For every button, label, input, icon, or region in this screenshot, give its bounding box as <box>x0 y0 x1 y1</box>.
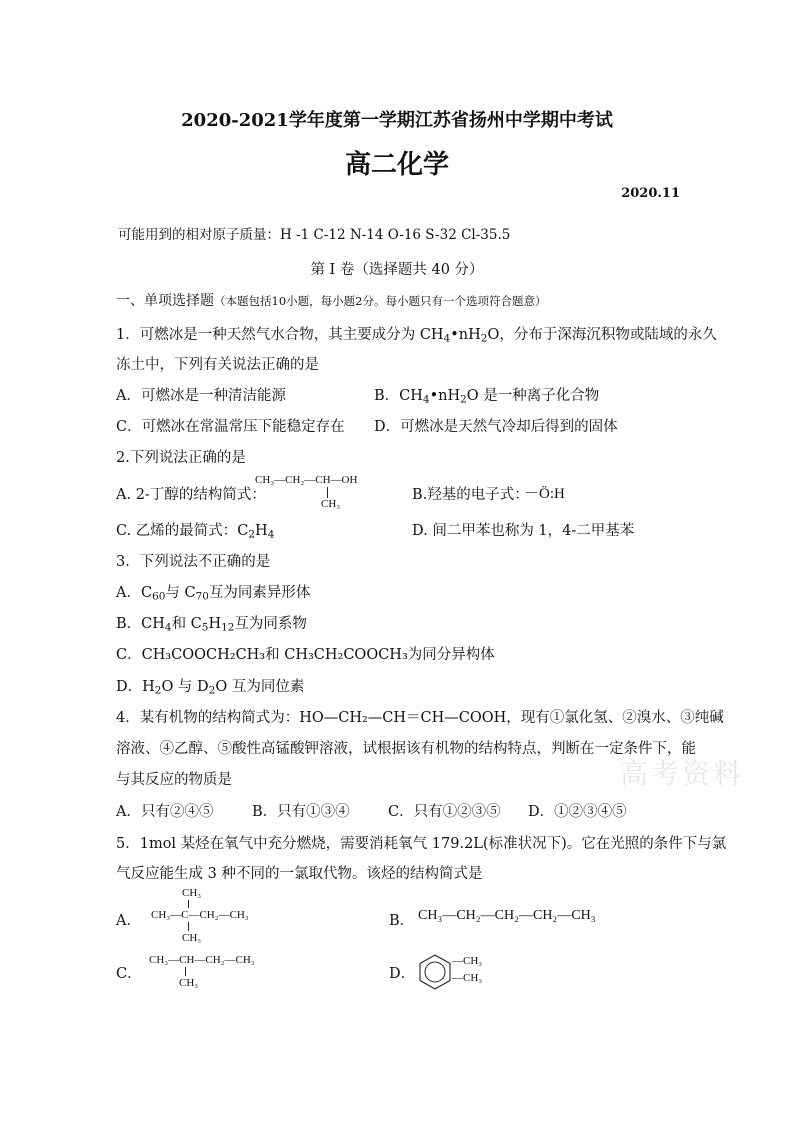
q3-option-a <box>116 581 310 602</box>
q3-b-part: 互为同系物 <box>234 616 307 632</box>
exam-date: 2020.11 <box>621 186 680 201</box>
q4-stem-line1: 4．某有机物的结构简式为：HO—CH₂—CH＝CH—COOH，现有①氯化氢、②溴水、③纯碱 <box>116 710 724 726</box>
q3-a-sub: 60 <box>152 590 166 603</box>
q2-a-structure-branch: CH₃ <box>321 498 341 510</box>
q1-sub: 4 <box>443 332 451 345</box>
q5-stem-line1: 5．1mol 某烃在氧气中充分燃烧，需要消耗氧气 179.2L(标准状况下)。它在光照的条件下与氯 <box>116 836 727 852</box>
q2-option-c <box>116 519 274 540</box>
q3-b-part: H <box>208 616 222 632</box>
q5-a-top-methyl: CH₃ <box>182 887 202 899</box>
q5-option-c-label: C． <box>116 966 142 982</box>
q1-stem-line2: 冻土中，下列有关说法正确的是 <box>116 357 319 373</box>
q3-a-sub: 70 <box>195 590 209 603</box>
q2-option-a: A. 2-丁醇的结构简式： <box>116 487 266 503</box>
q1-option-c: C．可燃冰在常温常压下能稳定存在 <box>116 419 345 435</box>
q5-stem-line2: 气反应能生成 3 种不同的一氯取代物。该烃的结构简式是 <box>116 866 483 882</box>
q5-option-a-label: A． <box>116 913 141 929</box>
q1-b-sub: 2 <box>460 393 467 406</box>
q1-stem <box>116 323 717 344</box>
q5-a-main-chain: CH₃—C—CH₂—CH₃ <box>151 909 249 921</box>
q2-c-part: H <box>255 523 268 539</box>
q2-c-part: C. 乙烯的最简式：C <box>116 523 249 539</box>
q1-stem-part: 1．可燃冰是一种天然气水合物，其主要成分为 CH <box>116 327 444 343</box>
q5-c-main-chain: CH₃—CH—CH₂—CH₃ <box>149 954 255 966</box>
q2-c-sub: 2 <box>248 528 256 541</box>
q4-option-d: D．①②③④⑤ <box>528 804 627 820</box>
q3-option-b <box>116 612 307 633</box>
q5-option-d-label: D． <box>389 966 416 982</box>
q5-c-branch-methyl: CH₃ <box>179 977 199 989</box>
q1-sub: 2 <box>480 332 488 345</box>
q3-d-part: O 互为同位素 <box>215 679 305 695</box>
q2-b-electron-formula: －Ö:H <box>524 486 565 502</box>
q3-d-sub: 2 <box>208 684 216 697</box>
q2-option-b: B.羟基的电子式： <box>412 487 529 503</box>
q4-option-a: A．只有②④⑤ <box>116 804 214 820</box>
q2-option-d: D. 间二甲苯也称为 1，4-二甲基苯 <box>412 523 635 539</box>
q3-a-part: 互为同素异形体 <box>208 585 311 601</box>
exam-title: 2020-2021学年度第一学期江苏省扬州中学期中考试 <box>181 110 613 131</box>
q3-b-sub: 12 <box>221 621 235 634</box>
q2-a-structure-main: CH₃—CH₂—CH—OH <box>255 474 358 486</box>
q5-a-bottom-methyl: CH₃ <box>182 932 202 944</box>
q1-stem-part: •nH <box>450 327 481 343</box>
q5-d-methyl-1: —CH₃ <box>452 955 483 967</box>
q1-stem-part: O，分布于深海沉积物或陆域的永久 <box>487 327 717 343</box>
instruction-head: 一、单项选择题 <box>116 293 214 309</box>
benzene-ring-icon <box>415 952 455 992</box>
q3-d-part: D．H <box>116 679 155 695</box>
q5-option-b-label: B． <box>389 913 415 929</box>
q5-a-bond-bottom <box>188 922 189 931</box>
q3-a-part: A．C <box>116 585 153 601</box>
q3-a-part: 与 C <box>165 585 196 601</box>
q2-stem: 2.下列说法正确的是 <box>116 450 246 466</box>
q4-stem-line2: 溶液、④乙醇、⑤酸性高锰酸钾溶液，试根据该有机物的结构特点，判断在一定条件下，能 <box>116 741 696 757</box>
q1-b-sub: 4 <box>422 393 430 406</box>
q3-b-part: 和 C <box>171 616 202 632</box>
instruction-note: （本题包括10小题，每小题2分。每小题只有一个选项符合题意） <box>214 294 547 308</box>
q1-b-part: •nH <box>429 388 461 404</box>
q3-d-part: O 与 D <box>161 679 209 695</box>
q3-b-part: B．CH <box>116 616 165 632</box>
q3-b-sub: 5 <box>201 621 209 634</box>
q3-option-c: C．CH₃COOCH₂CH₃和 CH₃CH₂COOCH₃为同分异构体 <box>116 647 495 663</box>
q1-option-d: D．可燃冰是天然气冷却后得到的固体 <box>374 419 618 435</box>
q3-stem: 3．下列说法不正确的是 <box>116 554 271 570</box>
q1-b-part: B．CH <box>374 388 423 404</box>
q5-b-main-chain: CH₃—CH₂—CH₂—CH₂—CH₃ <box>418 908 596 923</box>
q4-stem-line3: 与其反应的物质是 <box>116 772 232 788</box>
watermark: 高考资料 <box>620 757 745 790</box>
q5-d-methyl-2: —CH₃ <box>452 972 483 984</box>
q1-b-part: O 是一种离子化合物 <box>466 388 600 404</box>
q3-d-sub: 2 <box>154 684 162 697</box>
q4-option-c: C．只有①②③⑤ <box>388 804 501 820</box>
q3-option-d <box>116 675 304 696</box>
section-instruction <box>116 290 546 310</box>
q1-option-a: A．可燃冰是一种清洁能源 <box>116 388 286 404</box>
q1-option-b <box>374 384 599 405</box>
q3-b-sub: 4 <box>164 621 172 634</box>
q2-c-sub: 4 <box>267 528 275 541</box>
q5-c-bond <box>185 967 186 976</box>
atomic-masses: 可能用到的相对原子质量：H -1 C-12 N-14 O-16 S-32 Cl-35.5 <box>118 227 511 243</box>
q4-option-b: B．只有①③④ <box>252 804 350 820</box>
q2-a-bond-line <box>327 487 328 498</box>
section-title: 第 I 卷（选择题共 40 分） <box>310 262 484 278</box>
q5-a-bond-top <box>188 900 189 908</box>
subject-title: 高二化学 <box>344 150 449 180</box>
